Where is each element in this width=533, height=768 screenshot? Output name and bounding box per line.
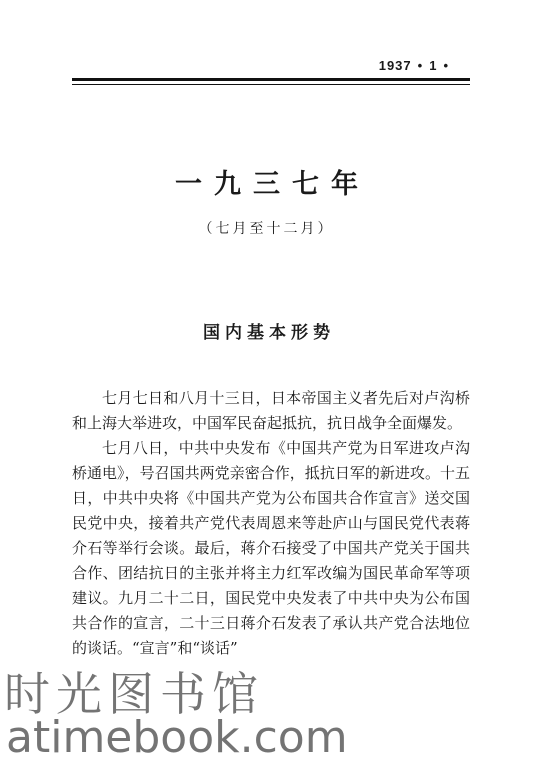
- page-number: 1: [429, 58, 438, 73]
- watermark-domain: atimebook.com: [6, 712, 348, 763]
- header-rule-thick: [72, 78, 470, 81]
- chapter-title: 一九三七年: [175, 169, 370, 200]
- running-head-end-mark: •: [443, 58, 449, 73]
- running-head-year: 1937: [378, 58, 412, 73]
- running-head: [379, 58, 455, 73]
- header-rule-thin: [72, 84, 470, 85]
- chapter-period: （七月至十二月）: [198, 221, 335, 237]
- body-text: [72, 386, 470, 661]
- running-head-separator: •: [417, 58, 424, 73]
- paragraph-1: 七月七日和八月十三日，日本帝国主义者先后对卢沟桥和上海大举进攻，中国军民奋起抵抗，抗日战争全面爆发。: [72, 389, 470, 432]
- paragraph-2: 七月八日，中共中央发布《中国共产党为日军进攻卢沟桥通电》，号召国共两党亲密合作，抵抗日军的新进攻。十五日，中共中央将《中国共产党为公布国共合作宣言》送交国民党中央，接着共产党代表周恩来等赴庐山与国民党代表蒋介石等举行会谈。最后，蒋介石接受了中国共产党关于国共合作、团结抗日的主张并将主力红军改编为国民革命军等项建议。九月二十二日，国民党中央发表了中共中央为公布国共合作的宣言，二十三日蒋介石发表了承认共产党合法地位的谈话。“宣言”和“谈话”: [72, 439, 470, 657]
- watermark-chinese: 时光图书馆: [4, 667, 264, 721]
- section-title: 国内基本形势: [203, 323, 335, 343]
